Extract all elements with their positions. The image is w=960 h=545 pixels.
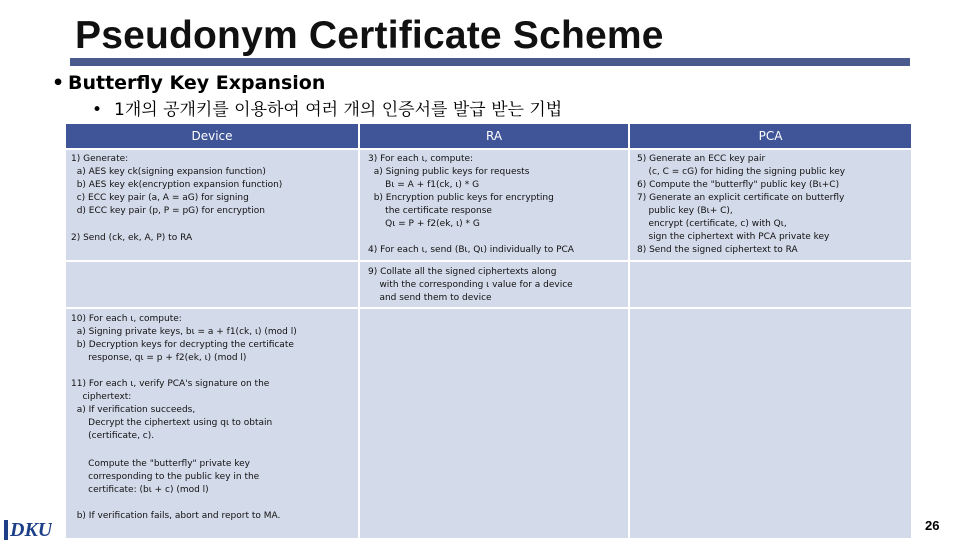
ra-step3-text: 3) For each ι, compute: a) Signing public keys for requests Bι = A + f1(ck, ι) * G b) Encryption public keys for encrypting the certificate response Qι = P + f2(ek, ι) * G bbox=[368, 154, 554, 229]
device-step11-text: 11) For each ι, verify PCA's signature on the ciphertext: a) If verification succeeds, Decrypt the ciphertext using qι to obtain (certificate, c). bbox=[71, 379, 273, 441]
protocol-table bbox=[66, 124, 911, 538]
bullet-dot-icon: • bbox=[92, 100, 103, 120]
cell-ra-row3 bbox=[360, 309, 628, 538]
ra-step9-text: 9) Collate all the signed ciphertexts along with the corresponding ι value for a device and send them to device bbox=[368, 267, 573, 303]
pca-steps-text: 5) Generate an ECC key pair (c, C = cG) for hiding the signing public key 6) Compute the "butterfly" public key (Bι+C) 7) Generate an explicit certificate on butterfly public key (Bι+ C), encrypt (certificate, c) with Qι, sign the ciphertext with PCA private key 8) Send the signed ciphertext to RA bbox=[637, 154, 846, 255]
device-fail-text: b) If verification fails, abort and report to MA. bbox=[71, 511, 281, 521]
device-step10-text: 10) For each ι, compute: a) Signing private keys, bι = a + f1(ck, ι) (mod l) b) Decryption keys for decrypting the certificate response, qι = p + f2(ek, ι) (mod l) bbox=[71, 314, 297, 363]
device-step1-text: 1) Generate: a) AES key ck(signing expansion function) b) AES key ek(encryption expansion function) c) ECC key pair (a, A = aG) for signing d) ECC key pair (p, P = pG) for encryption bbox=[71, 154, 283, 216]
page-number: 26 bbox=[925, 518, 940, 533]
university-logo bbox=[4, 506, 52, 540]
slide-title: Pseudonym Certificate Scheme bbox=[75, 14, 664, 57]
cell-pca-row2 bbox=[630, 262, 911, 307]
header-ra: RA bbox=[360, 124, 628, 148]
header-pca: PCA bbox=[630, 124, 911, 148]
device-butterfly-text: Compute the "butterfly" private key corresponding to the public key in the certificate: (bι + c) (mod l) bbox=[88, 459, 260, 495]
cell-pca-row3 bbox=[630, 309, 911, 538]
ra-step4-text: 4) For each ι, send (Bι, Qι) individually to PCA bbox=[368, 245, 574, 255]
header-device: Device bbox=[66, 124, 358, 148]
title-underline-bar bbox=[70, 58, 910, 66]
bullet-dot-icon: • bbox=[52, 72, 65, 94]
bullet-level1-text: Butterfly Key Expansion bbox=[68, 72, 326, 94]
bullet-level2 bbox=[92, 98, 562, 122]
bullet-level1 bbox=[52, 70, 325, 96]
cell-device-row2 bbox=[66, 262, 358, 307]
device-step2-text: 2) Send (ck, ek, A, P) to RA bbox=[71, 233, 193, 243]
svg-text:DKU: DKU bbox=[10, 519, 52, 540]
bullet-level2-text: 1개의 공개키를 이용하여 여러 개의 인증서를 발급 받는 기법 bbox=[114, 100, 563, 120]
